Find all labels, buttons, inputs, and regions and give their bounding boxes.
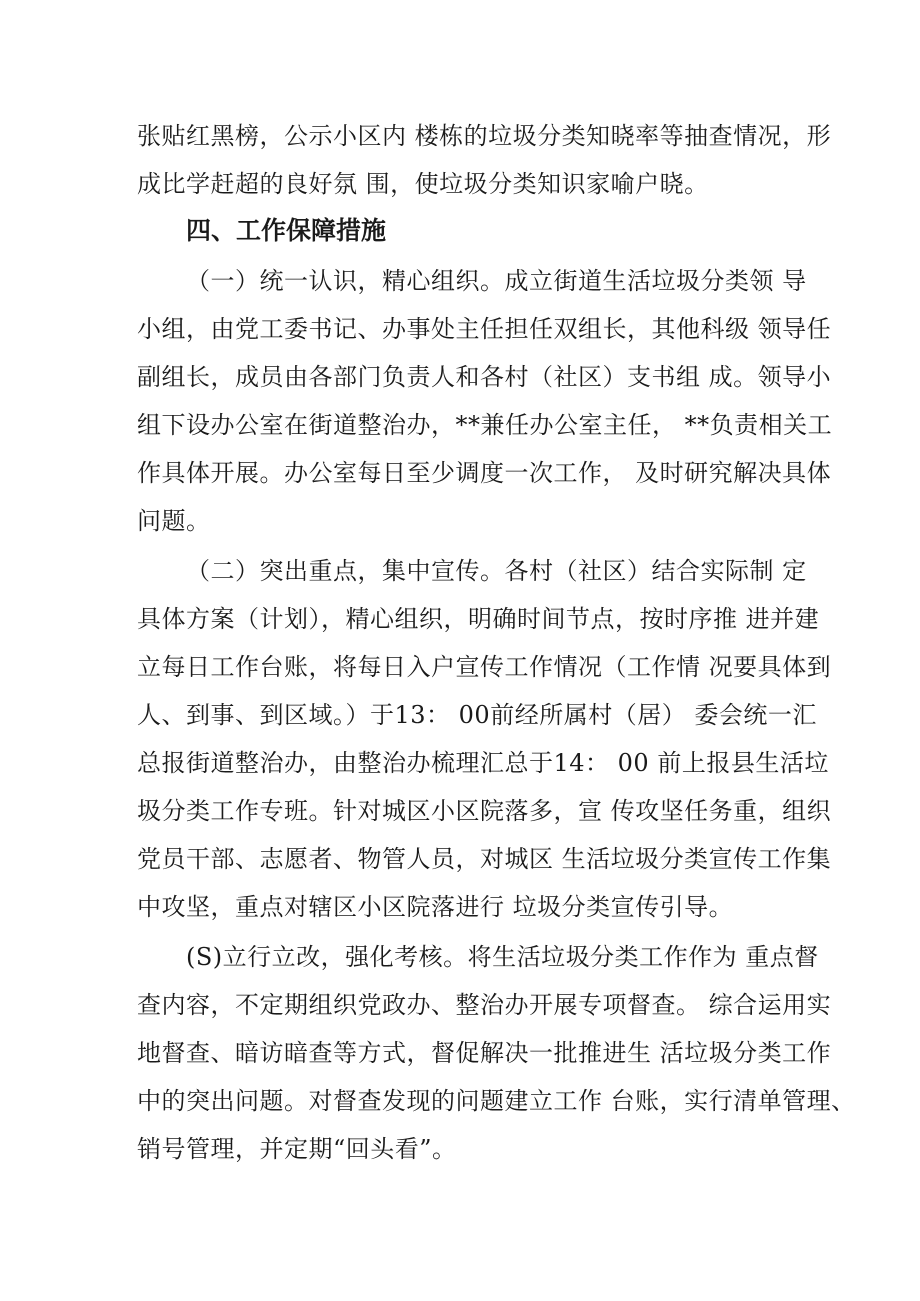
- paragraph-3-line: 中的突出问题。对督查发现的问题建立工作 台账，实行清单管理、: [137, 1087, 856, 1115]
- paragraph-3-line: (S)立行立改，强化考核。将生活垃圾分类工作作为 重点督: [186, 943, 819, 971]
- paragraph-2-line: 人、到事、到区域。）于13： 00前经所属村（居） 委会统一汇: [137, 701, 817, 729]
- paragraph-3-line: 查内容，不定期组织党政办、整治办开展专项督查。 综合运用实: [137, 991, 832, 1019]
- paragraph-1-line: （一）统一认识，精心组织。成立街道生活垃圾分类领 导: [186, 267, 807, 295]
- paragraph-2-line: 党员干部、志愿者、物管人员，对城区 生活垃圾分类宣传工作集: [137, 845, 832, 873]
- paragraph-3-line: 地督查、暗访暗查等方式，督促解决一批推进生 活垃圾分类工作: [137, 1039, 832, 1067]
- intro-line: 张贴红黑榜，公示小区内 楼栋的垃圾分类知晓率等抽查情况，形: [137, 122, 832, 150]
- paragraph-1-line: 副组长，成员由各部门负责人和各村（社区）支书组 成。领导小: [137, 363, 832, 391]
- paragraph-1-line: 作具体开展。办公室每日至少调度一次工作， 及时研究解决具体: [137, 459, 832, 487]
- paragraph-3-line: 销号管理，并定期“回头看”。: [137, 1135, 457, 1163]
- section-heading: 四、工作保障措施: [186, 216, 387, 245]
- paragraph-1-line: 问题。: [137, 507, 211, 535]
- paragraph-2-line: 总报街道整治办，由整治办梳理汇总于14： 00 前上报县生活垃: [137, 749, 829, 777]
- intro-line: 成比学赶超的良好氛 围，使垃圾分类知识家喻户晓。: [137, 170, 709, 198]
- paragraph-2-line: 圾分类工作专班。针对城区小区院落多，宣 传攻坚任务重，组织: [137, 797, 832, 825]
- paragraph-2-line: （二）突出重点，集中宣传。各村（社区）结合实际制 定: [186, 557, 807, 585]
- paragraph-2-line: 中攻坚，重点对辖区小区院落进行 垃圾分类宣传引导。: [137, 893, 734, 921]
- paragraph-1-line: 小组，由党工委书记、办事处主任担任双组长，其他科级 领导任: [137, 315, 832, 343]
- paragraph-1-line: 组下设办公室在街道整治办，**兼任办公室主任， **负责相关工: [137, 411, 833, 439]
- paragraph-2-line: 立每日工作台账，将每日入户宣传工作情况（工作情 况要具体到: [137, 653, 832, 681]
- paragraph-2-line: 具体方案（计划），精心组织，明确时间节点，按时序推 进并建: [137, 605, 820, 633]
